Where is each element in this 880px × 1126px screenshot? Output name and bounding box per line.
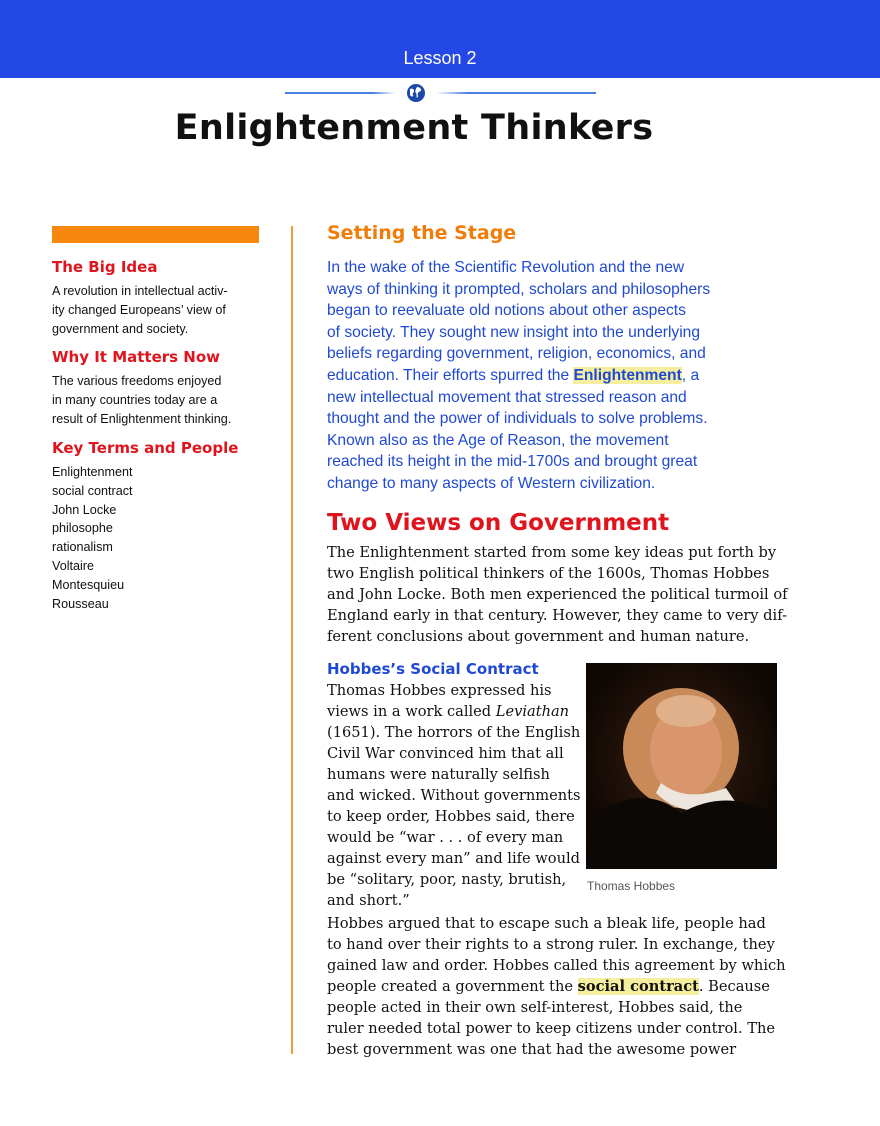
text-line [327,722,581,743]
text-line [327,890,581,911]
text-line [327,626,788,647]
text-run: ways of thinking it prompted, scholars and philosophers [327,280,711,298]
hobbes-text [327,680,581,911]
divider-left [285,92,395,94]
text-run: philosophe [52,521,113,536]
text-run: In the wake of the Scientific Revolution and the new [327,259,685,276]
text-run: The various freedoms enjoyed [52,374,222,388]
text-line [327,848,581,869]
text-line [52,320,228,339]
text-line [327,279,710,301]
text-line [52,501,133,520]
text-run: Thomas Hobbes expressed his [327,682,552,699]
text-run: people acted in their own self-interest, Hobbes said, the [327,999,743,1016]
text-run: to hand over their rights to a strong ruler. In exchange, they [327,936,775,953]
text-run: Voltaire [52,558,95,573]
text-line [327,257,710,279]
text-line [327,680,581,701]
big-idea-text [52,282,228,338]
text-line [327,563,788,584]
hobbes-text-2 [327,913,786,1060]
text-run: result of Enlightenment thinking. [52,411,232,426]
text-line [52,482,133,501]
text-run: Enlightenment [52,465,133,479]
text-line [327,451,710,473]
globe-icon [406,83,426,103]
text-run: views in a work called [327,703,496,720]
text-run: people created a government the [327,978,578,995]
text-line [327,997,786,1018]
text-run: The Enlightenment started from some key ideas put forth by [327,544,777,561]
text-run: be “solitary, poor, nasty, brutish, [327,871,567,888]
text-run: ruler needed total power to keep citizens under control. The [327,1020,776,1037]
text-line [52,519,133,538]
text-line [327,473,710,495]
text-line [327,934,786,955]
text-run: best government was one that had the awesome power [327,1041,737,1058]
text-run: to keep order, Hobbes said, there [327,808,575,825]
text-line [327,743,581,764]
text-line [327,785,581,806]
text-line [52,538,133,557]
text-run: and short.” [327,892,410,909]
setting-stage-text [327,257,710,495]
text-line [52,595,133,614]
key-term-highlight: Enlightenment [573,366,682,384]
key-terms-list [52,463,133,613]
big-idea-heading: The Big Idea [52,258,158,276]
column-divider [291,226,293,1054]
hobbes-portrait [586,663,777,869]
text-run: beliefs regarding government, religion, economics, and [327,345,706,363]
text-run: rationalism [52,540,113,555]
text-line [327,343,710,365]
lesson-label: Lesson 2 [403,48,477,68]
sidebar-accent-bar [52,226,259,243]
text-line [52,372,231,391]
text-run: of society. They sought new insight into the underlying [327,323,701,341]
text-run: . Because [698,978,770,995]
text-line [52,301,228,320]
text-run: Civil War convinced him that all [327,745,564,762]
text-line [327,408,710,430]
text-line [327,300,710,322]
work-title: Leviathan [495,703,570,720]
text-line [327,430,710,452]
text-line [327,827,581,848]
text-run: Hobbes argued that to escape such a bleak life, people had [327,915,766,932]
divider-right [436,92,596,94]
text-run: Montesquieu [52,577,125,592]
text-line [327,584,788,605]
text-run: Known also as the Age of Reason, the movement [327,431,669,449]
text-run: in many countries today are a [52,392,218,407]
text-line [327,322,710,344]
text-run: ferent conclusions about government and human nature. [327,628,750,645]
two-views-text [327,542,788,647]
text-run: and John Locke. Both men experienced the political turmoil of [327,586,788,603]
text-line [327,605,788,626]
text-run: would be “war . . . of every man [327,829,564,846]
text-line [52,410,231,429]
text-run: humans were naturally selfish [327,766,550,783]
portrait-caption: Thomas Hobbes [587,879,676,893]
text-line [327,913,786,934]
text-line [327,806,581,827]
text-run: government and society. [52,321,189,336]
text-line [52,557,133,576]
text-run: education. Their efforts spurred the [327,366,574,384]
text-run: new intellectual movement that stressed reason and [327,388,687,406]
text-run: two English political thinkers of the 1600s, Thomas Hobbes [327,565,770,582]
text-line [52,576,133,595]
text-line [327,764,581,785]
text-line [52,391,231,410]
two-views-heading: Two Views on Government [327,510,670,536]
why-matters-text [52,372,231,428]
text-run: gained law and order. Hobbes called this agreement by which [327,957,786,974]
text-line [52,282,228,301]
text-line [327,976,786,997]
text-run: reached its height in the mid-1700s and brought great [327,453,698,471]
text-line [327,365,710,387]
text-run: began to reevaluate old notions about other aspects [327,302,686,320]
text-run: , a [681,366,700,384]
text-line [327,869,581,890]
text-run: ity changed Europeans’ view of [52,302,226,317]
key-term-highlight: social contract [577,978,699,995]
text-run: A revolution in intellectual activ- [52,284,228,298]
text-run: change to many aspects of Western civilization. [327,474,656,492]
text-line [327,701,581,722]
hobbes-heading: Hobbes’s Social Contract [327,660,539,678]
text-line [52,463,133,482]
text-line [327,542,788,563]
text-line [327,1039,786,1060]
text-run: John Locke [52,502,117,517]
text-run: and wicked. Without governments [327,787,581,804]
text-line [327,1018,786,1039]
text-run: thought and the power of individuals to solve problems. [327,410,708,428]
text-run: England early in that century. However, they came to very dif- [327,607,788,624]
why-matters-heading: Why It Matters Now [52,348,221,366]
text-run: against every man” and life would [327,850,580,867]
text-line [327,387,710,409]
text-run: (1651). The horrors of the English [327,724,581,741]
setting-stage-heading: Setting the Stage [327,222,517,244]
text-run: social contract [52,483,133,498]
text-run: Rousseau [52,596,109,611]
key-terms-heading: Key Terms and People [52,439,239,457]
text-line [327,955,786,976]
page-title: Enlightenment Thinkers [174,108,654,148]
